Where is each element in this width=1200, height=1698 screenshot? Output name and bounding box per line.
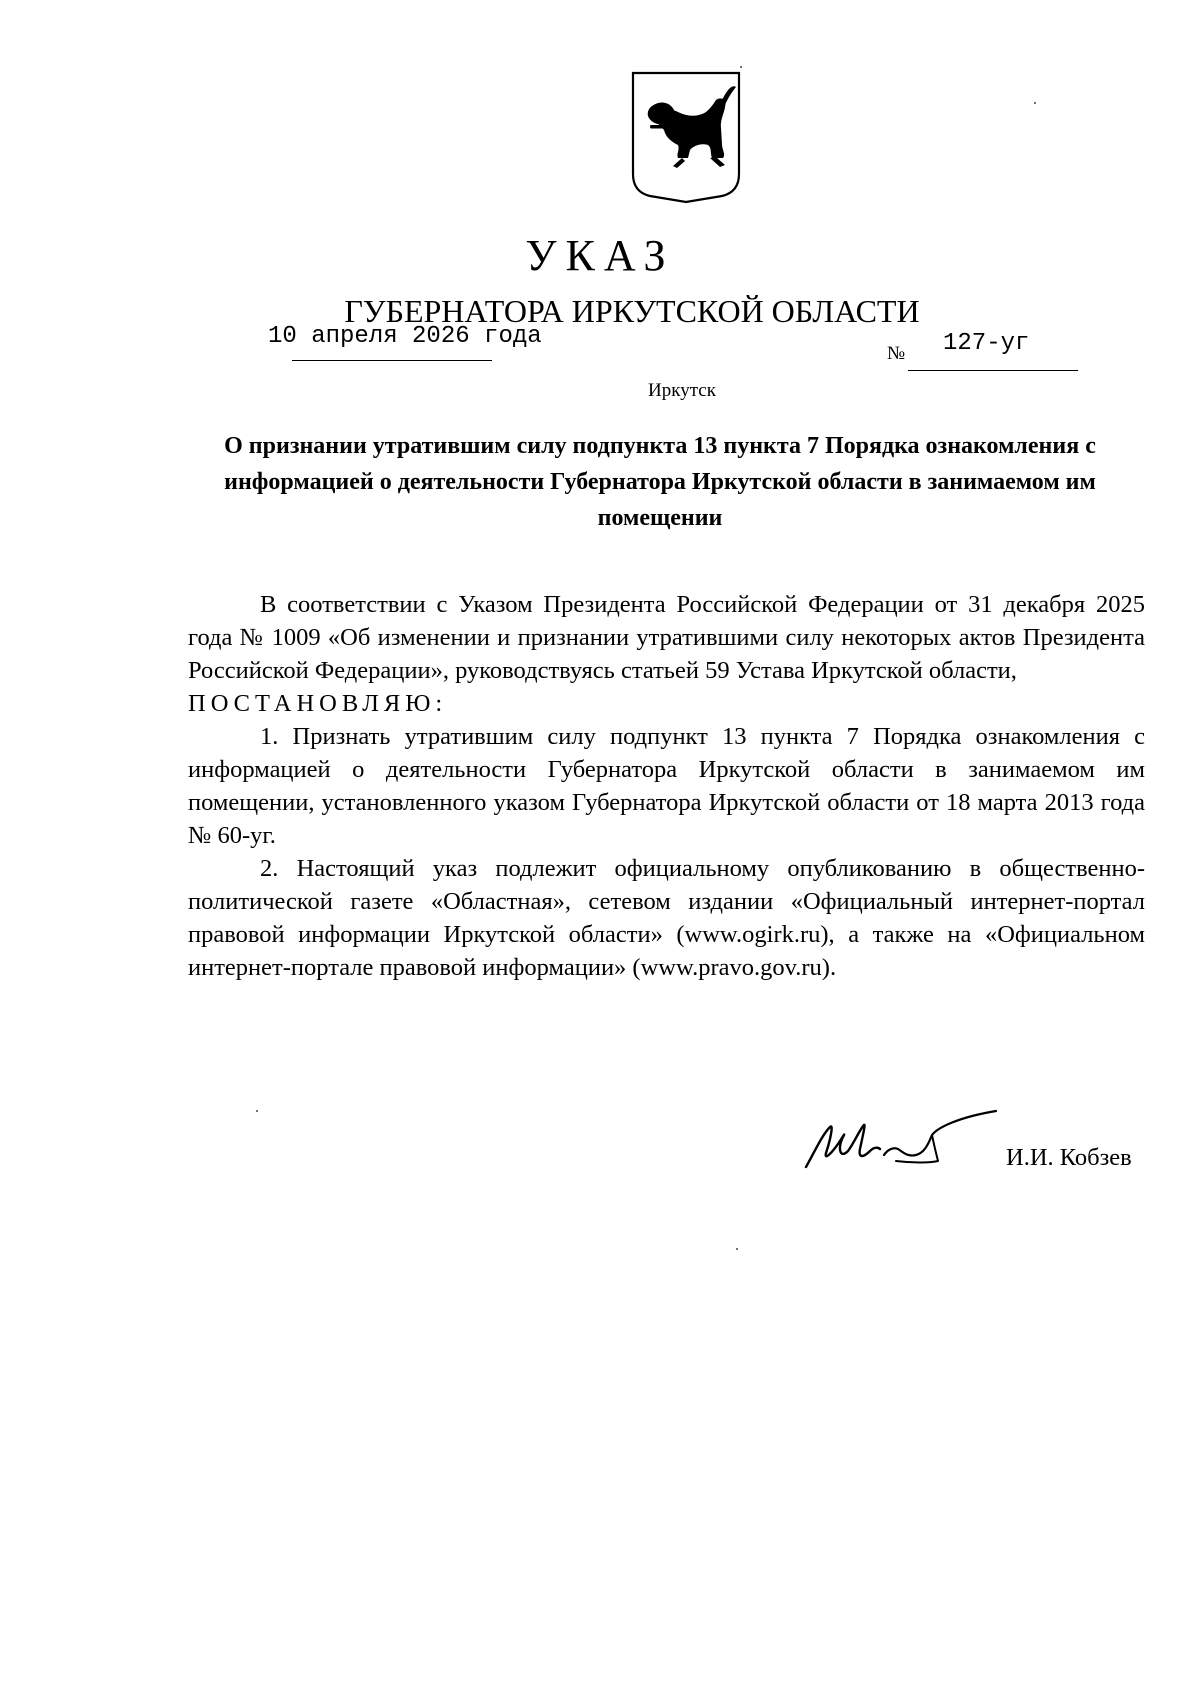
number-underline bbox=[908, 370, 1078, 371]
date-underline bbox=[292, 360, 492, 361]
number-sign: № bbox=[887, 343, 906, 364]
city-label: Иркутск bbox=[648, 380, 716, 401]
item-2-paragraph: 2. Настоящий указ подлежит официальному опубликованию в общественно-политической газете «Областная», сетевом издании «Официальный интернет-портал правовой информации Иркутской области» (www.ogirk.ru), а также на «Официальном интернет-портале правовой информации» (www.pravo.gov.ru). bbox=[188, 855, 1145, 981]
handwritten-signature bbox=[800, 1105, 1000, 1175]
decree-number: 127-уг bbox=[943, 330, 1030, 357]
scan-speck bbox=[256, 1110, 258, 1112]
document-heading: О признании утратившим силу подпункта 13 пункта 7 Порядка ознакомления с информацией о деятельности Губернатора Иркутской области в занимаемом им помещении bbox=[224, 433, 1096, 531]
decree-date: 10 апреля 2026 года bbox=[268, 323, 542, 350]
scan-speck bbox=[1034, 102, 1036, 104]
signatory-name: И.И. Кобзев bbox=[1006, 1144, 1132, 1171]
coat-of-arms-icon bbox=[630, 70, 742, 204]
scan-speck bbox=[736, 1248, 738, 1250]
item-1-paragraph: 1. Признать утратившим силу подпункт 13 пункта 7 Порядка ознакомления с информацией о деятельности Губернатора Иркутской области в занимаемом им помещении, установленного указом Губернатора Иркутской области от 18 марта 2013 года № 60-уг. bbox=[188, 723, 1145, 849]
scan-speck bbox=[740, 66, 742, 68]
decree-word: ПОСТАНОВЛЯЮ: bbox=[188, 690, 448, 717]
issuer-title: ГУБЕРНАТОРА ИРКУТСКОЙ ОБЛАСТИ bbox=[344, 293, 920, 329]
preamble-paragraph: В соответствии с Указом Президента Российской Федерации от 31 декабря 2025 года № 1009 «Об изменении и признании утратившими силу некоторых актов Президента Российской Федерации», руководствуясь статьей 59 Устава Иркутской области, bbox=[188, 591, 1145, 684]
document-type-title: УКАЗ bbox=[525, 231, 675, 280]
document-body bbox=[188, 588, 1145, 984]
